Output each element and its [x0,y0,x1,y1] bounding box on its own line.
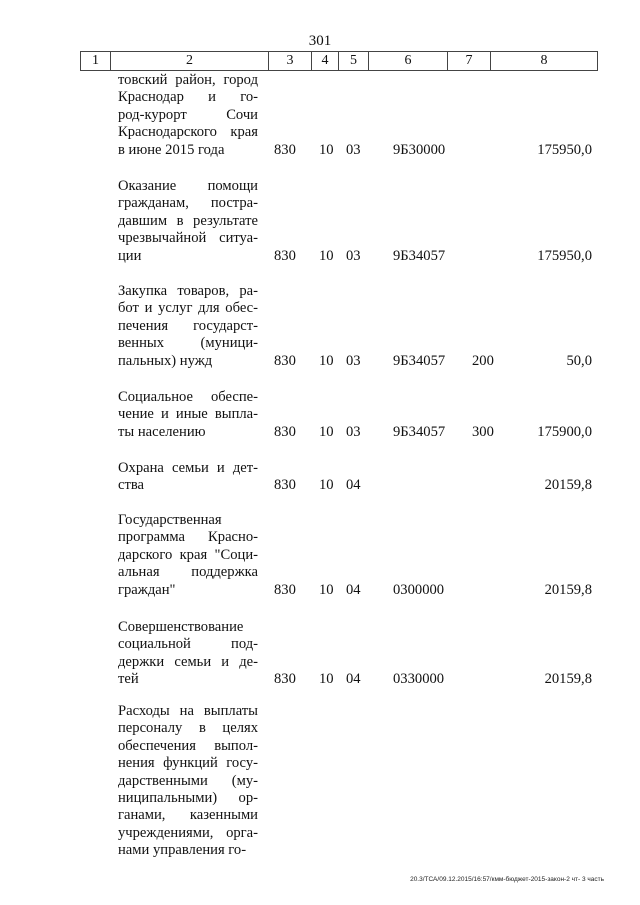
cell-c5: 04 [346,477,361,494]
column-header-5: 5 [338,52,368,70]
cell-c8: 50,0 [566,352,592,369]
description-line: Расходы на выплаты [118,703,258,719]
description-line: давшим в результате [118,212,258,229]
description-line: программа Красно- [118,529,258,546]
cell-c7: 300 [472,423,494,440]
row-description [118,389,258,441]
description-line: персоналу в целях [118,720,258,737]
cell-c4: 10 [319,671,334,688]
description-line: учреждениями, орга- [118,824,258,841]
cell-c6: 0300000 [393,581,445,598]
cell-c5: 04 [346,671,361,688]
row-description [118,512,258,599]
description-line: печения государст- [118,317,258,334]
description-line: дарственными (му- [118,772,258,789]
cell-c4: 10 [319,247,334,264]
cell-c3: 830 [274,423,296,440]
row-description [118,460,258,495]
description-line: чрезвычайной ситуа- [118,230,258,247]
cell-c5: 04 [346,581,361,598]
description-line: ганами, казенными [118,807,258,824]
column-header-8: 8 [490,52,598,70]
cell-c8: 175950,0 [537,141,592,158]
description-line: Краснодарского края [118,124,258,141]
description-line: граждан" [118,581,176,598]
cell-c4: 10 [319,477,334,494]
description-line: бот и услуг для обес- [118,300,258,317]
description-line: ства [118,477,145,494]
description-line: Охрана семьи и дет- [118,460,258,476]
description-line: социальной под- [118,636,258,653]
description-line: товский район, город [118,72,258,88]
cell-c4: 10 [319,423,334,440]
description-line: дарского края "Соци- [118,546,258,563]
column-header-3: 3 [268,52,311,70]
description-line: в июне 2015 года [118,141,225,158]
column-header-2: 2 [110,52,268,70]
description-line: гражданам, постра- [118,195,258,212]
cell-c3: 830 [274,671,296,688]
cell-c3: 830 [274,477,296,494]
cell-c5: 03 [346,247,361,264]
column-header-7: 7 [447,52,490,70]
description-line: Социальное обеспе- [118,389,258,405]
cell-c8: 175950,0 [537,247,592,264]
description-line: нами управления го- [118,842,247,859]
row-description [118,72,258,159]
description-line: нения функций госу- [118,755,258,772]
column-header-6: 6 [368,52,447,70]
cell-c3: 830 [274,141,296,158]
description-line: альная поддержка [118,564,258,581]
description-line: пальных) нужд [118,352,213,369]
cell-c6: 9Б34057 [393,352,446,369]
description-line: ции [118,247,142,264]
cell-c6: 0330000 [393,671,445,688]
row-description [118,178,258,265]
description-line: род-курорт Сочи [118,106,258,123]
cell-c8: 20159,8 [544,581,592,598]
cell-c3: 830 [274,247,296,264]
page-number: 301 [308,33,332,49]
column-header-4: 4 [311,52,338,70]
cell-c6: 9Б34057 [393,247,446,264]
description-line: чение и иные выпла- [118,406,258,423]
table-header [80,51,598,71]
description-line: Государственная [118,512,222,528]
description-line: обеспечения выпол- [118,737,258,754]
description-line: Совершенствование [118,619,244,635]
cell-c4: 10 [319,141,334,158]
row-description [118,283,258,370]
description-line: Краснодар и го- [118,89,258,106]
cell-c3: 830 [274,352,296,369]
description-line: тей [118,671,139,688]
description-line: Закупка товаров, ра- [118,283,258,299]
cell-c5: 03 [346,352,361,369]
description-line: ниципальными) ор- [118,789,258,806]
cell-c8: 20159,8 [544,477,592,494]
document-footer: 20.3/ТСА/09.12.2015/16:57/кмм-бюджет-2015-закон-2 чт- 3 часть [410,876,604,883]
description-line: венных (муници- [118,335,258,352]
cell-c8: 20159,8 [544,671,592,688]
cell-c4: 10 [319,581,334,598]
row-description [118,703,258,860]
cell-c3: 830 [274,581,296,598]
cell-c8: 175900,0 [537,423,592,440]
description-line: Оказание помощи [118,178,258,194]
description-line: держки семьи и де- [118,653,258,670]
cell-c6: 9Б34057 [393,423,446,440]
row-description [118,619,258,689]
cell-c5: 03 [346,141,361,158]
column-header-1: 1 [80,52,110,70]
cell-c7: 200 [472,352,494,369]
cell-c6: 9Б30000 [393,141,446,158]
description-line: ты населению [118,423,206,440]
cell-c4: 10 [319,352,334,369]
cell-c5: 03 [346,423,361,440]
